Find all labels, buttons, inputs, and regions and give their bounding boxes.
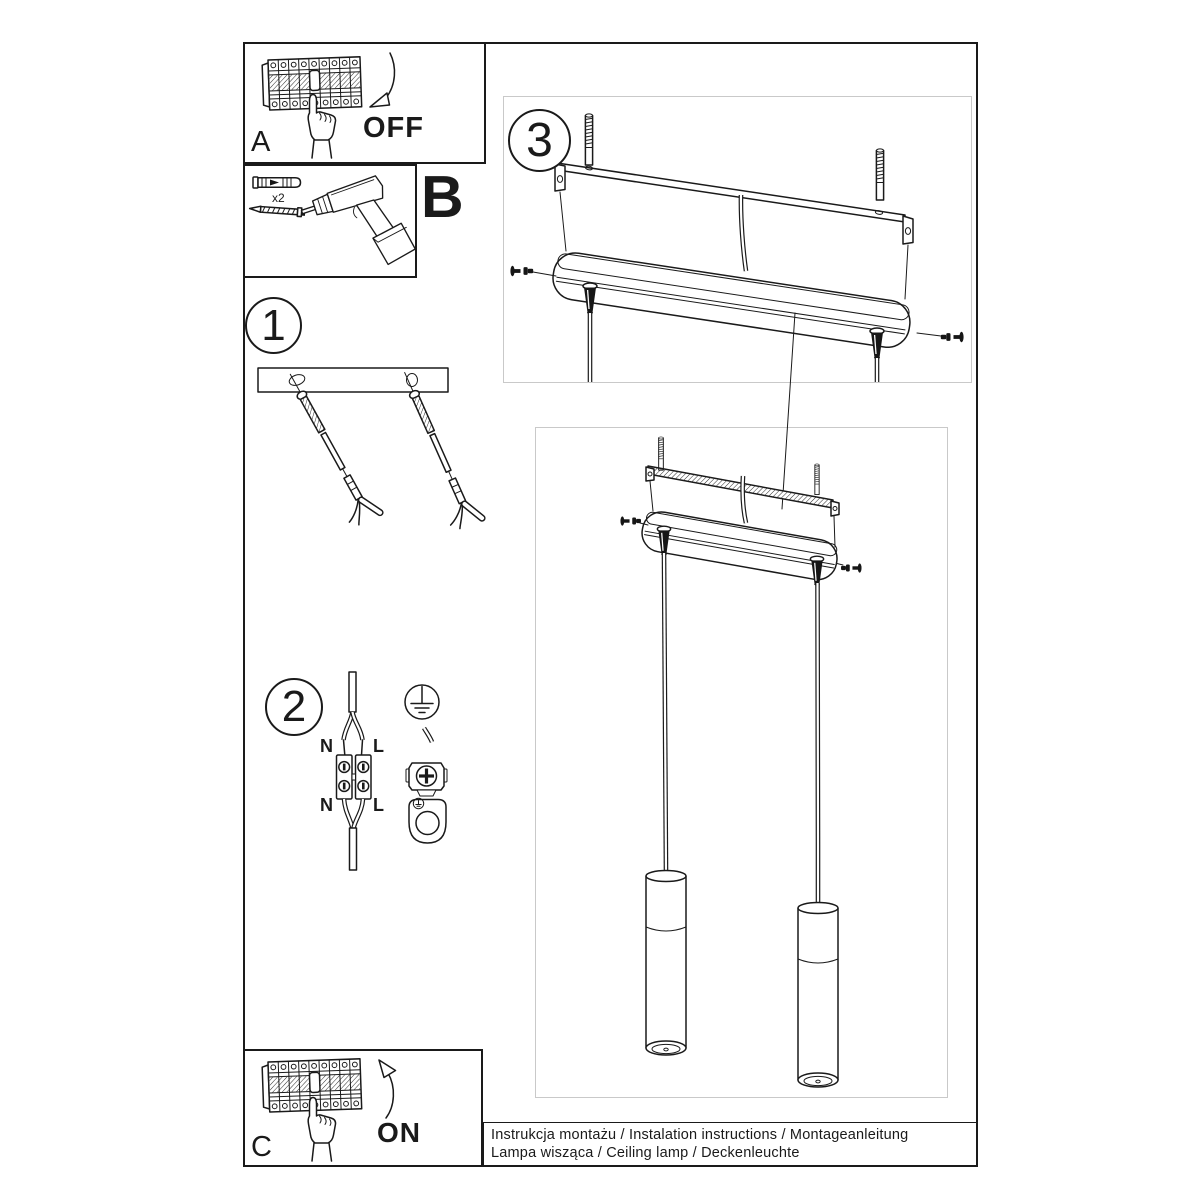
live-label-top: L bbox=[373, 736, 384, 756]
live-label-bottom: L bbox=[373, 795, 384, 815]
step-2-number: 2 bbox=[281, 682, 307, 731]
panel-b-label: B bbox=[421, 164, 464, 230]
anchor-quantity-label: x2 bbox=[272, 191, 285, 205]
panel-a bbox=[243, 42, 486, 164]
step-2-badge bbox=[265, 678, 323, 736]
neutral-label-bottom: N bbox=[320, 795, 333, 815]
panel-b bbox=[243, 164, 417, 278]
footer-line-1: Instrukcja montażu / Instalation instructions / Montageanleitung bbox=[491, 1127, 909, 1143]
step-3-badge bbox=[508, 109, 571, 172]
panel-c bbox=[243, 1049, 483, 1167]
panel-a-label: A bbox=[251, 126, 271, 158]
panel-c-label: C bbox=[251, 1131, 272, 1163]
neutral-label-top: N bbox=[320, 736, 333, 756]
off-label: OFF bbox=[363, 112, 424, 144]
on-label: ON bbox=[377, 1117, 421, 1148]
step-3-number: 3 bbox=[526, 114, 553, 167]
step-1-number: 1 bbox=[261, 300, 286, 350]
step-1-badge bbox=[245, 297, 302, 354]
footer-line-2: Lampa wisząca / Ceiling lamp / Deckenleuchte bbox=[491, 1145, 800, 1161]
